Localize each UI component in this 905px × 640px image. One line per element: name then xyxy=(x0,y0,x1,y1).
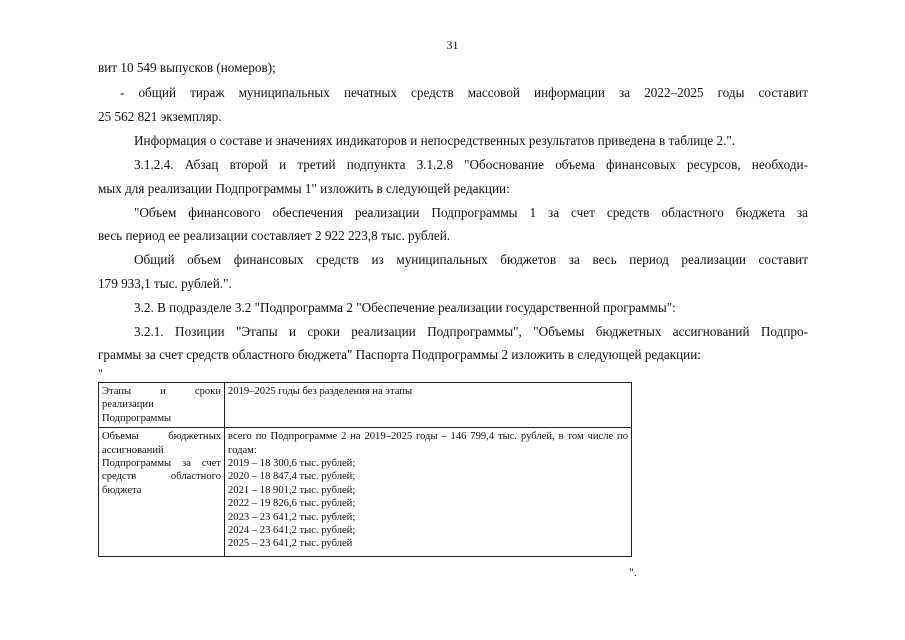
table-row xyxy=(99,383,632,428)
paragraph-line: граммы за счет средств областного бюджета" Паспорта Подпрограммы 2 изложить в следующей редакции: xyxy=(98,347,701,362)
paragraph-line: 3.2. В подразделе 3.2 "Подпрограмма 2 "Обеспечение реализации государственной программы": xyxy=(134,300,676,315)
opening-quote: " xyxy=(98,366,103,380)
page-number: 31 xyxy=(446,38,459,52)
funding-year: 2021 – 18 901,2 тыс. рублей; xyxy=(228,484,356,496)
table-cell-label: Объемы бюджетных ассигнований Подпрограммы за счет средств областного бюджета xyxy=(99,428,225,557)
table-cell-label: Этапы и сроки реализации Подпрограммы xyxy=(99,383,225,428)
funding-year: 2023 – 23 641,2 тыс. рублей; xyxy=(228,511,356,523)
paragraph-line: 25 562 821 экземпляр. xyxy=(98,109,222,124)
funding-year: 2020 – 18 847,4 тыс. рублей; xyxy=(228,471,356,483)
funding-year: 2019 – 18 300,6 тыс. рублей; xyxy=(228,458,356,470)
paragraph-line: 3.1.2.4. Абзац второй и третий подпункта 3.1.2.8 "Обоснование объема финансовых ресурсов, необходи- xyxy=(134,157,808,172)
paragraph-line: вит 10 549 выпусков (номеров); xyxy=(98,60,276,75)
paragraph-line: Информация о составе и значениях индикаторов и непосредственных результатов приведена в таблице 2.". xyxy=(134,133,736,148)
table-cell-value xyxy=(225,428,632,557)
funding-total: всего по Подпрограмме 2 на 2019–2025 годы – 146 799,4 тыс. рублей, в том числе по годам: xyxy=(228,431,628,456)
passport-table xyxy=(98,382,632,557)
table-cell-value: 2019–2025 годы без разделения на этапы xyxy=(225,383,632,428)
paragraph-line: весь период ее реализации составляет 2 922 223,8 тыс. рублей. xyxy=(98,228,451,243)
paragraph-line: Общий объем финансовых средств из муниципальных бюджетов за весь период реализации составит xyxy=(134,252,808,267)
paragraph-line: 179 933,1 тыс. рублей.". xyxy=(98,276,232,291)
funding-year: 2022 – 19 826,6 тыс. рублей; xyxy=(228,498,356,510)
paragraph-line: - общий тираж муниципальных печатных средств массовой информации за 2022–2025 годы составит xyxy=(120,85,808,100)
closing-quote: ". xyxy=(629,565,637,579)
table-row xyxy=(99,428,632,557)
paragraph-line: мых для реализации Подпрограммы 1" изложить в следующей редакции: xyxy=(98,181,510,196)
paragraph-line: 3.2.1. Позиции "Этапы и сроки реализации Подпрограммы", "Объемы бюджетных ассигнований Подпро- xyxy=(134,324,808,339)
funding-year: 2025 – 23 641,2 тыс. рублей xyxy=(228,538,353,550)
funding-year: 2024 – 23 641,2 тыс. рублей; xyxy=(228,525,356,537)
paragraph-line: "Объем финансового обеспечения реализации Подпрограммы 1 за счет средств областного бюджета за xyxy=(134,205,808,220)
